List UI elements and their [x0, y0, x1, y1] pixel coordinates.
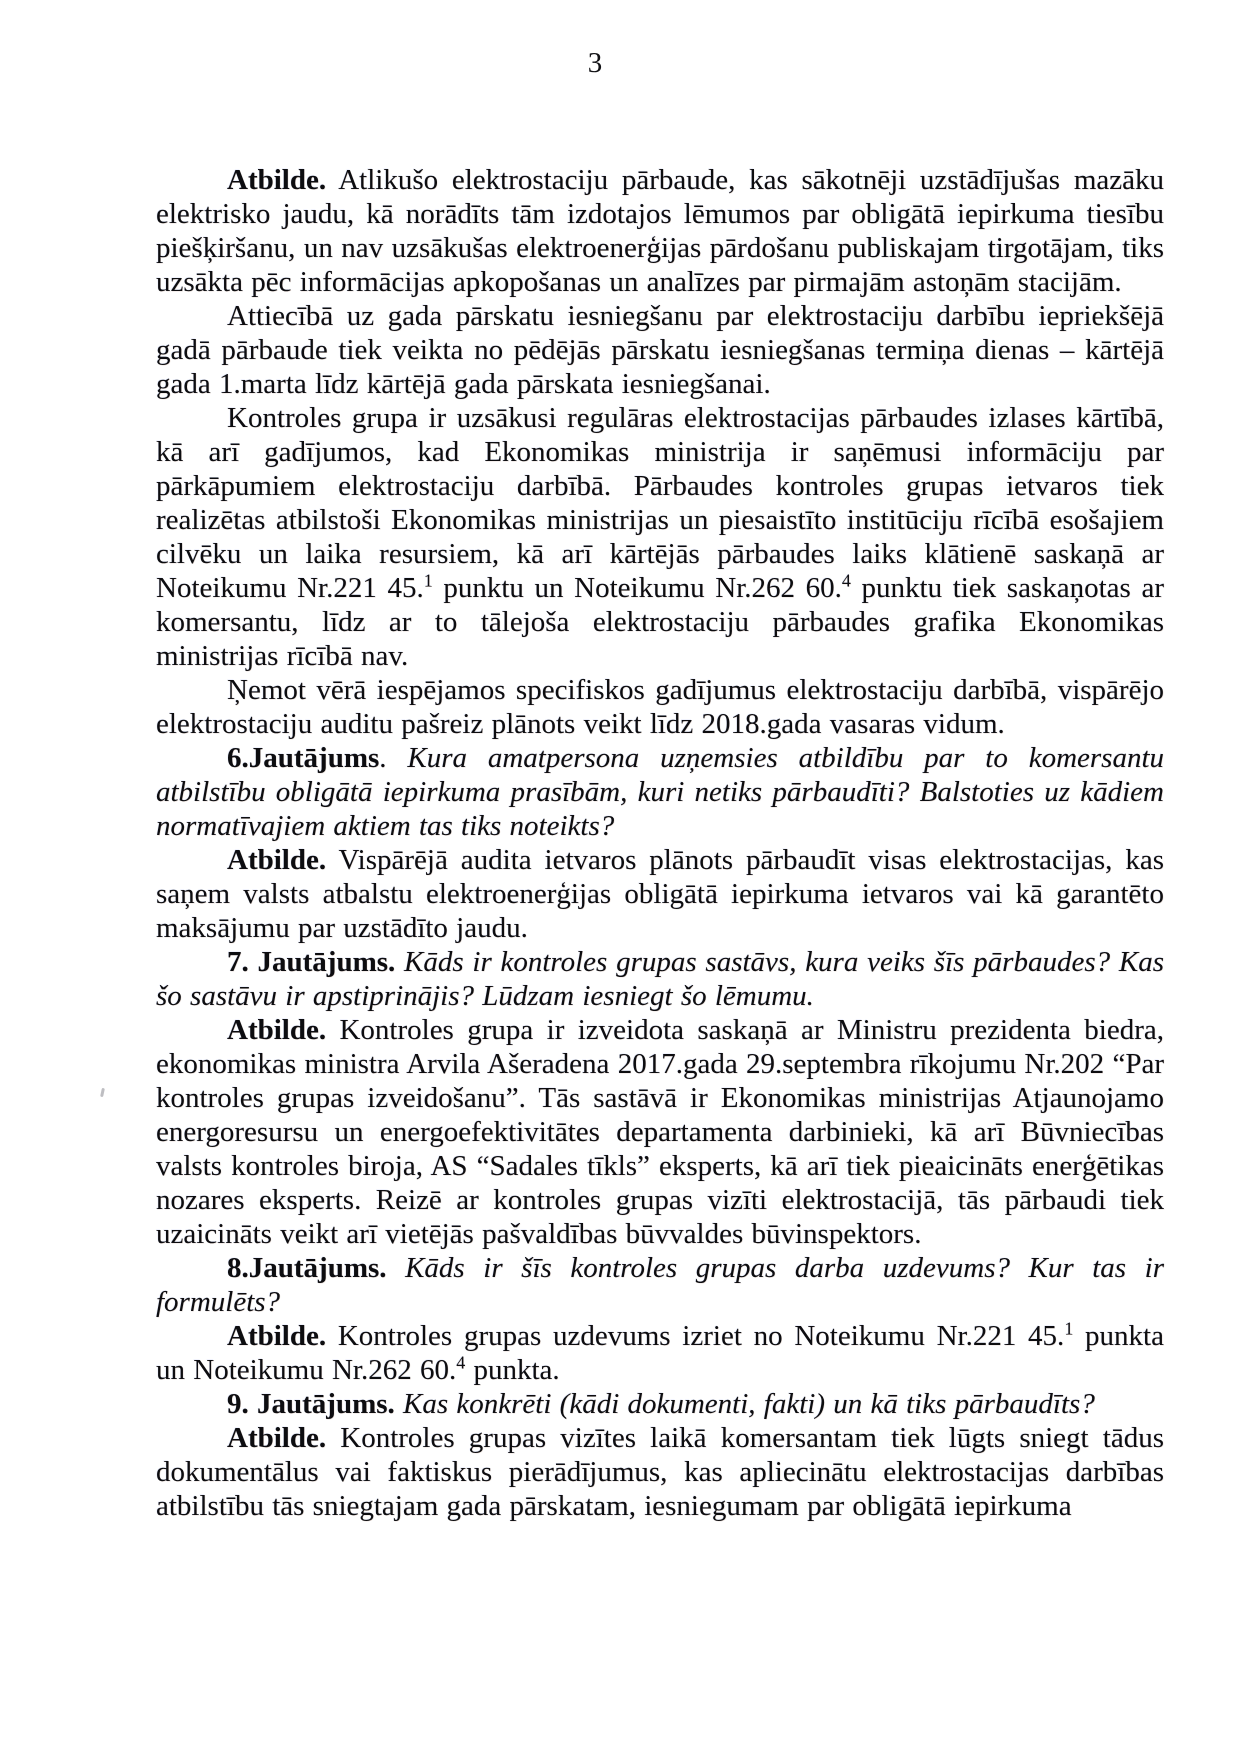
text-run: Atbilde.: [227, 1422, 327, 1454]
text-run: Kontroles grupa ir uzsākusi regulāras elektrostacijas pārbaudes izlases kārtībā, kā arī gadījumos, kad Ekonomikas ministrija ir saņēmusi informāciju par pārkāpumiem elektrostaciju darbībā. Pārbaudes kontroles grupas ietvaros tiek realizētas atbilstoši Ekonomikas ministrijas un piesaistīto institūciju rīcībā esošajiem cilvēku un laika resursiem, kā arī kārtējās pārbaudes laiks klātienē saskaņā ar Noteikumu Nr.221 45.: [156, 402, 1164, 604]
text-run: Kāds ir kontroles grupas sastāvs, kura veiks šīs pārbaudes? Kas šo sastāvu ir apstiprinājis? Lūdzam iesniegt šo lēmumu.: [156, 946, 1164, 1012]
text-run: punktu tiek saskaņotas ar komersantu, līdz ar to tālejoša elektrostaciju pārbaudes grafika Ekonomikas ministrijas rīcībā nav.: [156, 572, 1164, 672]
text-run: Kontroles grupas uzdevums izriet no Noteikumu Nr.221 45.: [326, 1320, 1065, 1352]
text-run: Atbilde.: [227, 1014, 327, 1046]
text-run: punkta.: [465, 1354, 560, 1386]
text-run: 7. Jautājums.: [227, 946, 396, 978]
paragraph-atbilde-9: [156, 1421, 1164, 1523]
text-run: Kontroles grupas vizītes laikā komersantam tiek lūgts sniegt tādus dokumentālus vai faktiskus pierādījumus, kas apliecinātu elektrostacijas darbības atbilstību tās sniegtajam gada pārskatam, iesniegumam par obligātā iepirkuma: [156, 1422, 1164, 1522]
text-run: Kāds ir šīs kontroles grupas darba uzdevums? Kur tas ir formulēts?: [156, 1252, 1164, 1318]
text-run: Kas konkrēti (kādi dokumenti, fakti) un kā tiks pārbaudīts?: [394, 1388, 1095, 1420]
paragraph-atbilde-7: [156, 1013, 1164, 1251]
paragraph-jautajums-9: [156, 1387, 1164, 1421]
text-run: punktu un Noteikumu Nr.262 60.: [432, 572, 842, 604]
text-run: 9. Jautājums.: [227, 1388, 395, 1420]
paragraph-jautajums-7: [156, 945, 1164, 1013]
document-body: [156, 163, 1164, 1523]
text-run: 4: [841, 570, 851, 591]
text-run: Vispārējā audita ietvaros plānots pārbaudīt visas elektrostacijas, kas saņem valsts atbalstu elektroenerģijas obligātā iepirkuma ietvaros vai kā garantēto maksājumu par uzstādīto jaudu.: [156, 844, 1164, 944]
text-run: Atlikušo elektrostaciju pārbaude, kas sākotnēji uzstādījušas mazāku elektrisko jaudu, kā norādīts tām izdotajos lēmumos par obligātā iepirkuma tiesību piešķiršanu, un nav uzsākušas elektroenerģijas pārdošanu publiskajam tirgotājam, tiks uzsākta pēc informācijas apkopošanas un analīzes par pirmajām astoņām stacijām.: [156, 164, 1164, 298]
paragraph-jautajums-8: [156, 1251, 1164, 1319]
paragraph-jautajums-6: [156, 741, 1164, 843]
paragraph-atbilde-8: [156, 1319, 1164, 1387]
scan-artifact: [100, 1088, 105, 1097]
text-run: .: [379, 742, 408, 774]
text-run: 4: [456, 1352, 466, 1373]
text-run: Atbilde.: [227, 844, 327, 876]
text-run: Ņemot vērā iespējamos specifiskos gadījumus elektrostaciju darbībā, vispārējo elektrostaciju auditu pašreiz plānots veikt līdz 2018.gada vasaras vidum.: [156, 674, 1164, 740]
paragraph-atbilde-6: [156, 843, 1164, 945]
paragraph-atbilde-5-turpinajums: [156, 163, 1164, 299]
paragraph-kontroles-grupa: [156, 401, 1164, 673]
text-run: Attiecībā uz gada pārskatu iesniegšanu par elektrostaciju darbību iepriekšējā gadā pārbaude tiek veikta no pēdējās pārskatu iesniegšanas termiņa dienas – kārtējā gada 1.marta līdz kārtējā gada pārskata iesniegšanai.: [156, 300, 1164, 400]
text-run: 1: [423, 570, 433, 591]
text-run: Atbilde.: [227, 164, 327, 196]
text-run: 6.Jautājums: [227, 742, 380, 774]
paragraph-nemot-vera: [156, 673, 1164, 741]
text-run: Atbilde.: [227, 1320, 327, 1352]
text-run: 1: [1064, 1318, 1074, 1339]
paragraph-gada-parskati: [156, 299, 1164, 401]
text-run: 8.Jautājums.: [227, 1252, 387, 1284]
text-run: Kontroles grupa ir izveidota saskaņā ar Ministru prezidenta biedra, ekonomikas ministra Arvila Ašeradena 2017.gada 29.septembra rīkojumu Nr.202 “Par kontroles grupas izveidošanu”. Tās sastāvā ir Ekonomikas ministrijas Atjaunojamo energoresursu un energoefektivitātes departamenta darbinieki, kā arī Būvniecības valsts kontroles biroja, AS “Sadales tīkls” eksperts, kā arī tiek pieaicināts enerģētikas nozares eksperts. Reizē ar kontroles grupas vizīti elektrostacijā, tās pārbaudi tiek uzaicināts veikt arī vietējās pašvaldības būvvaldes būvinspektors.: [156, 1014, 1164, 1250]
page-number: 3: [587, 47, 603, 79]
text-run: punkta un Noteikumu Nr.262 60.: [156, 1320, 1164, 1386]
text-run: Kura amatpersona uzņemsies atbildību par to komersantu atbilstību obligātā iepirkuma prasībām, kuri netiks pārbaudīti? Balstoties uz kādiem normatīvajiem aktiem tas tiks noteikts?: [156, 742, 1165, 842]
